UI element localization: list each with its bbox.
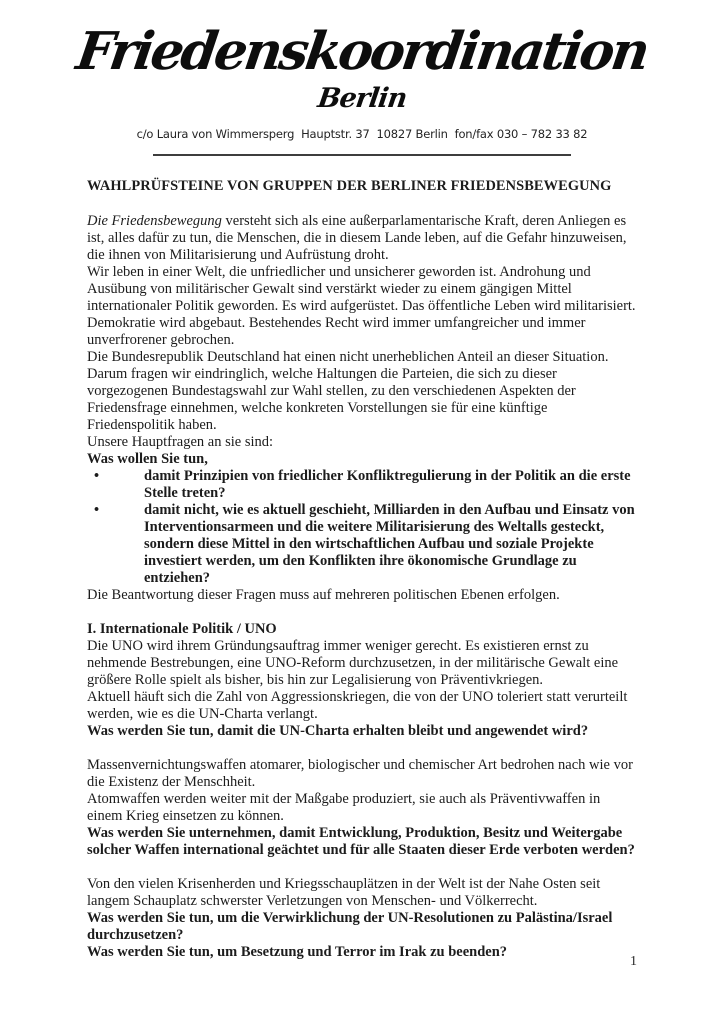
logo-title: Friedenskoordination [73, 21, 652, 82]
section1-question-3: Was werden Sie tun, um die Verwirklichung der UN-Resolutionen zu Palästina/Israel durchzusetzen? [87, 910, 613, 943]
intro-lead-italic: Die Friedensbewegung [87, 213, 222, 229]
document-body [87, 178, 638, 961]
bullet-text-1: damit Prinzipien von friedlicher Konfliktregulierung in der Politik an die erste Stelle treten? [144, 468, 631, 501]
bullet-item-2 [87, 502, 638, 587]
bullet-item-1 [87, 468, 638, 502]
section1-paragraph-4: Atomwaffen werden weiter mit der Maßgabe produziert, sie auch als Präventivwaffen in einem Krieg einsetzen zu können. [87, 791, 601, 824]
question-lead: Was wollen Sie tun, [87, 451, 208, 467]
section1-question-1: Was werden Sie tun, damit die UN-Charta erhalten bleibt und angewendet wird? [87, 723, 589, 739]
intro-paragraph-1 [87, 213, 638, 264]
intro-lead-rest: versteht sich als eine außerparlamentarische Kraft, deren Anliegen es ist, alles dafür zu tun, die Menschen, die in diesem Lande leben, auf die Gefahr hinzuweisen, die ihnen von Militarisierung und Aufrüstung droht. [87, 213, 627, 263]
document-title: WAHLPRÜFSTEINE VON GRUPPEN DER BERLINER FRIEDENSBEWEGUNG [87, 178, 612, 194]
section1-question-4: Was werden Sie tun, um Besetzung und Terror im Irak zu beenden? [87, 944, 508, 960]
section1-paragraph-2: Aktuell häuft sich die Zahl von Aggressionskriegen, die von der UNO toleriert statt verurteilt werden, wie es die UN-Charta verlangt. [87, 689, 628, 722]
section-heading-1: I. Internationale Politik / UNO [87, 621, 277, 637]
section1-paragraph-5: Von den vielen Krisenherden und Kriegsschauplätzen in der Welt ist der Nahe Osten seit langem Schauplatz schwerster Verletzungen von Menschen- und Völkerrecht. [87, 876, 601, 909]
section1-question-2: Was werden Sie unternehmen, damit Entwicklung, Produktion, Besitz und Weitergabe solcher Waffen international geächtet und für alle Staaten dieser Erde verboten werden? [87, 825, 635, 858]
letterhead [0, 0, 724, 156]
contact-line: c/o Laura von Wimmersperg Hauptstr. 37 10827 Berlin fon/fax 030 – 782 33 82 [136, 127, 588, 141]
bullet-icon: • [94, 502, 100, 518]
logo-subtitle: Berlin [315, 83, 409, 114]
intro-paragraph-5: Die Beantwortung dieser Fragen muss auf mehreren politischen Ebenen erfolgen. [87, 587, 560, 603]
page-number: 1 [630, 954, 637, 969]
header-divider-rule [153, 154, 571, 156]
intro-paragraph-4: Unsere Hauptfragen an sie sind: [87, 434, 274, 450]
intro-paragraph-3: Die Bundesrepublik Deutschland hat einen nicht unerheblichen Anteil an dieser Situation. Darum fragen wir eindringlich, welche Haltungen die Parteien, die sich zu dieser vorgezogenen Bundestagswahl zur Wahl stellen, zu den verschiedenen Aspekten der Friedensfrage einnehmen, welche konkreten Vorstellungen sie für eine künftige Friedenspolitik haben. [87, 349, 609, 433]
bullet-icon: • [94, 468, 100, 484]
section1-paragraph-1: Die UNO wird ihrem Gründungsauftrag immer weniger gerecht. Es existieren ernst zu nehmende Bestrebungen, eine UNO-Reform durchzusetzen, in der militärische Gewalt eine größere Rolle spielt als bisher, bis hin zur Legalisierung von Präventivkriegen. [87, 638, 619, 688]
intro-paragraph-2: Wir leben in einer Welt, die unfriedlicher und unsicherer geworden ist. Androhung und Ausübung von militärischer Gewalt sind verstärkt wieder zu einem gängigen Mittel internationaler Politik geworden. Es wird aufgerüstet. Das öffentliche Leben wird militarisiert. Demokratie wird abgebaut. Bestehendes Recht wird immer umfangreicher und immer unverfrorener gebrochen. [87, 264, 636, 348]
bullet-text-2: damit nicht, wie es aktuell geschieht, Milliarden in den Aufbau und Einsatz von Interventionsarmeen und die weitere Militarisierung des Weltalls gesteckt, sondern diese Mittel in den wirtschaftlichen Aufbau und soziale Projekte investiert werden, um den Konflikten ihre ökonomische Grundlage zu entziehen? [144, 502, 635, 586]
section1-paragraph-3: Massenvernichtungswaffen atomarer, biologischer und chemischer Art bedrohen nach wie vor die Existenz der Menschheit. [87, 757, 633, 790]
